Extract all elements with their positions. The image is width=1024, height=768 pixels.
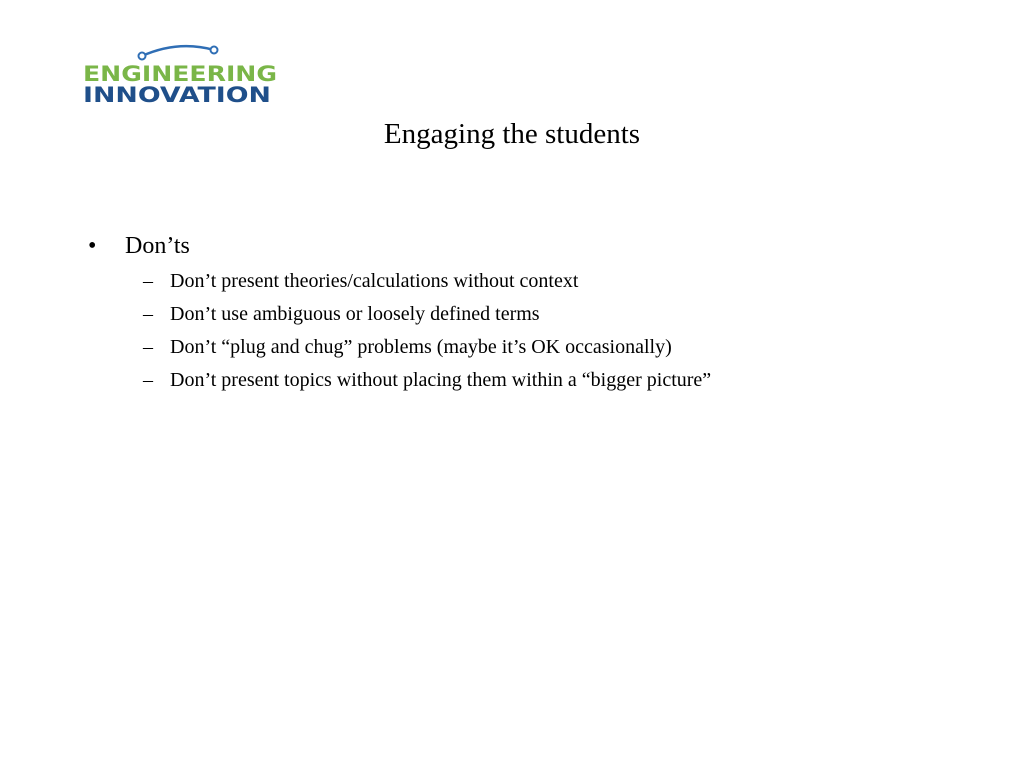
sub-bullet-item bbox=[88, 365, 988, 398]
sub-bullet-text: Don’t present topics without placing them within a “bigger picture” bbox=[170, 369, 712, 391]
sub-bullet-item bbox=[88, 332, 988, 365]
sub-bullet-text: Don’t present theories/calculations without context bbox=[170, 270, 579, 292]
sub-bullet-marker: – bbox=[143, 270, 153, 292]
bullet-marker: • bbox=[88, 233, 97, 259]
sub-bullet-text: Don’t “plug and chug” problems (maybe it’s OK occasionally) bbox=[170, 336, 672, 358]
bullet-label: Don’ts bbox=[125, 233, 190, 259]
sub-bullet-marker: – bbox=[143, 336, 153, 358]
engineering-innovation-logo bbox=[78, 44, 284, 110]
bullet-donts bbox=[88, 228, 988, 266]
sub-bullet-marker: – bbox=[143, 303, 153, 325]
sub-bullet-list bbox=[88, 266, 988, 398]
slide-body bbox=[88, 228, 988, 398]
logo-line-1: ENGINEERING bbox=[83, 62, 277, 86]
sub-bullet-text: Don’t use ambiguous or loosely defined terms bbox=[170, 303, 540, 325]
sub-bullet-item bbox=[88, 266, 988, 299]
logo-line-2: INNOVATION bbox=[83, 83, 271, 107]
sub-bullet-marker: – bbox=[143, 369, 153, 391]
sub-bullet-item bbox=[88, 299, 988, 332]
slide-title: Engaging the students bbox=[383, 118, 641, 150]
